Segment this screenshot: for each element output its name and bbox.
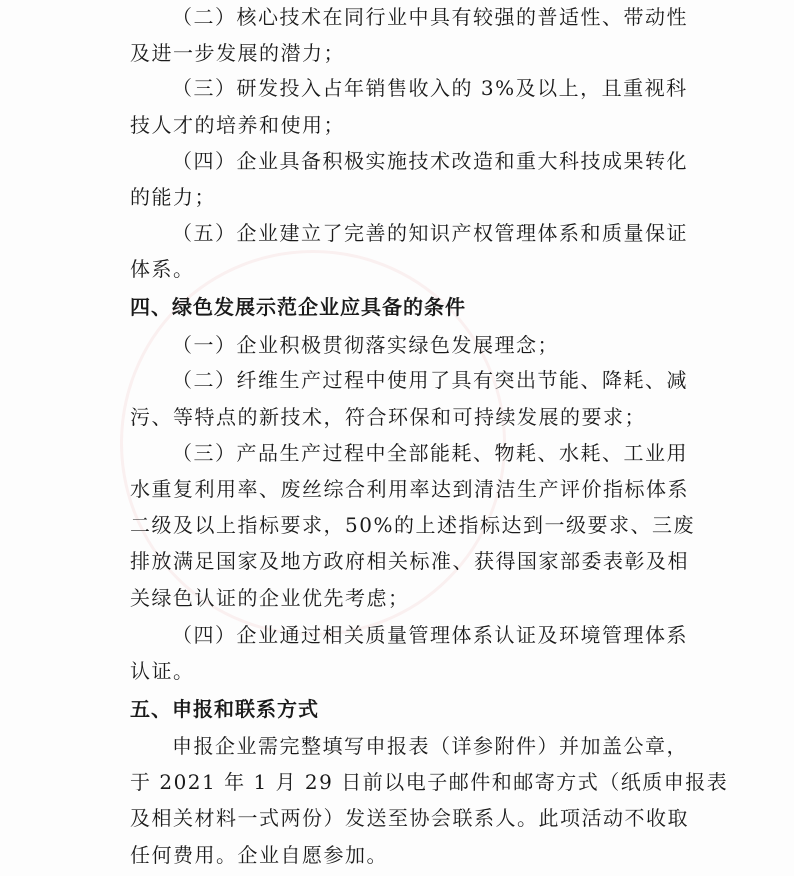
paragraph-line: 排放满足国家及地方政府相关标准、获得国家部委表彰及相: [130, 549, 689, 573]
paragraph-line: （五）企业建立了完善的知识产权管理体系和质量保证: [172, 221, 688, 245]
section-heading-four: 四、绿色发展示范企业应具备的条件: [130, 295, 466, 319]
paragraph-line: 及进一步发展的潜力；: [130, 41, 345, 65]
paragraph-line: 及相关材料一式两份）发送至协会联系人。此项活动不收取: [130, 806, 689, 830]
paragraph-line: 任何费用。企业自愿参加。: [130, 843, 388, 867]
paragraph-line: （四）企业通过相关质量管理体系认证及环境管理体系: [172, 623, 688, 647]
paragraph-line: （三）产品生产过程中全部能耗、物耗、水耗、工业用: [172, 441, 688, 465]
paragraph-line: 二级及以上指标要求，50%的上述指标达到一级要求、三废: [130, 513, 695, 537]
paragraph-line: （二）核心技术在同行业中具有较强的普适性、带动性: [172, 5, 688, 29]
paragraph-line: （二）纤维生产过程中使用了具有突出节能、降耗、减: [172, 368, 688, 392]
paragraph-line: 体系。: [130, 257, 195, 281]
paragraph-line: 的能力；: [130, 185, 216, 209]
paragraph-line: （三）研发投入占年销售收入的 3%及以上，且重视科: [172, 76, 688, 100]
paragraph-line: 技人才的培养和使用；: [130, 113, 345, 137]
paragraph-line: 申报企业需完整填写申报表（详参附件）并加盖公章，: [172, 734, 688, 758]
paragraph-line: （一）企业积极贯彻落实绿色发展理念；: [172, 333, 559, 357]
paragraph-line: （四）企业具备积极实施技术改造和重大科技成果转化: [172, 149, 688, 173]
paragraph-line: 于 2021 年 1 月 29 日前以电子邮件和邮寄方式（纸质申报表: [130, 770, 729, 794]
section-heading-five: 五、申报和联系方式: [130, 697, 319, 721]
paragraph-line: 认证。: [130, 659, 195, 683]
paragraph-line: 污、等特点的新技术，符合环保和可持续发展的要求；: [130, 405, 646, 429]
paragraph-line: 水重复利用率、废丝综合利用率达到清洁生产评价指标体系: [130, 477, 689, 501]
paragraph-line: 关绿色认证的企业优先考虑；: [130, 586, 410, 610]
